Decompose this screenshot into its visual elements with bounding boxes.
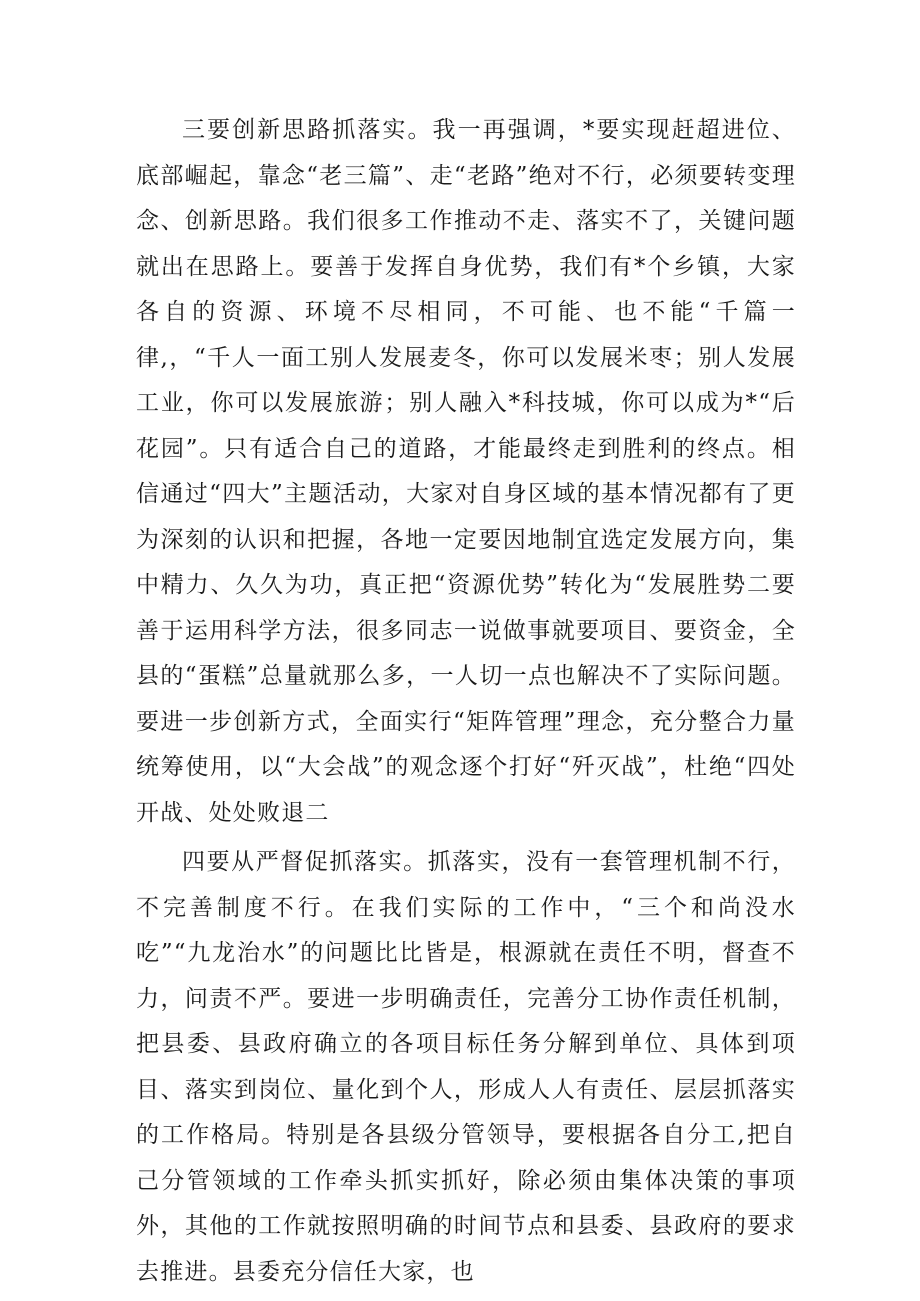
document-body	[136, 108, 796, 1295]
paragraph-innovate-thinking: 三要创新思路抓落实。我一再强调，*要实现赶超进位、底部崛起，靠念“老三篇”、走“老路”绝对不行，必须要转变理念、创新思路。我们很多工作推动不走、落实不了，关键问题就出在思路上。要善于发挥自身优势，我们有*个乡镇，大家各自的资源、环境不尽相同，不可能、也不能“千篇一律,，“千人一面工别人发展麦冬，你可以发展米枣；别人发展工业，你可以发展旅游；别人融入*科技城，你可以成为*“后花园”。只有适合自己的道路，才能最终走到胜利的终点。相信通过“四大”主题活动，大家对自身区域的基本情况都有了更为深刻的认识和把握，各地一定要因地制宜选定发展方向，集中精力、久久为功，真正把“资源优势”转化为“发展胜势二要善于运用科学方法，很多同志一说做事就要项目、要资金，全县的“蛋糕”总量就那么多，一人切一点也解决不了实际问题。要进一步创新方式，全面实行“矩阵管理”理念，充分整合力量统筹使用，以“大会战”的观念逐个打好“歼灭战”，杜绝“四处开战、处处败退二	[136, 117, 796, 826]
paragraph-strict-supervision: 四要从严督促抓落实。抓落实，没有一套管理机制不行，不完善制度不行。在我们实际的工作中，“三个和尚没水吃”“九龙治水”的问题比比皆是，根源就在责任不明，督查不力，问责不严。要进一步明确责任，完善分工协作责任机制，把县委、县政府确立的各项目标任务分解到单位、具体到项目、落实到岗位、量化到个人，形成人人有责任、层层抓落实的工作格局。特别是各县级分管领导，要根据各自分工,把自己分管领域的工作牵头抓实抓好，除必须由集体决策的事项外，其他的工作就按照明确的时间节点和县委、县政府的要求去推进。县委充分信任大家，也	[136, 849, 796, 1285]
